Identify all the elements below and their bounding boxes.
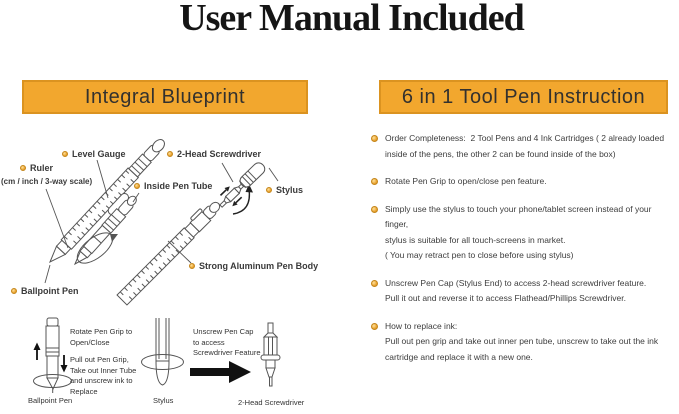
list-item: Rotate Pen Grip to open/close pen feature. bbox=[371, 174, 674, 190]
pull-instruction-text: Pull out Pen Grip, Take out Inner Tube and unscrew ink to Replace bbox=[70, 355, 137, 396]
label-pen-body: Strong Aluminum Pen Body bbox=[189, 261, 318, 271]
bullet-dot-icon bbox=[371, 178, 378, 185]
aluminum-pen-body-illustration bbox=[115, 197, 223, 305]
bullet-dot-icon bbox=[62, 151, 68, 157]
stylus-tip-illustration bbox=[142, 318, 184, 385]
up-arrow-icon bbox=[34, 343, 41, 361]
list-item: Order Completeness: 2 Tool Pens and 4 Ink Cartridges ( 2 already loaded inside of the pens, the other 2 can be found inside of the box) bbox=[371, 131, 674, 162]
bullet-dot-icon bbox=[20, 165, 26, 171]
vertical-screwdriver-bit-illustration bbox=[261, 323, 280, 386]
bullet-dot-icon bbox=[189, 263, 195, 269]
bullet-dot-icon bbox=[371, 206, 378, 213]
label-inside-pen-tube: Inside Pen Tube bbox=[134, 181, 212, 191]
stylus-cap-illustration bbox=[238, 161, 267, 190]
left-section-header bbox=[22, 80, 308, 114]
screwdriver-caption: 2-Head Screwdriver bbox=[238, 398, 305, 407]
unscrew-instruction-text: Unscrew Pen Cap to access Screwdriver Feature bbox=[193, 327, 261, 357]
bullet-dot-icon bbox=[167, 151, 173, 157]
list-item: Unscrew Pen Cap (Stylus End) to access 2-head screwdriver feature. Pull it out and reverse it to access Flathead/Phillips Screwdriver. bbox=[371, 276, 674, 307]
label-ruler: Ruler bbox=[20, 163, 53, 173]
right-arrow-icon bbox=[190, 361, 251, 383]
ballpoint-caption: Ballpoint Pen bbox=[28, 396, 73, 405]
right-section-header-label: 6 in 1 Tool Pen Instruction bbox=[401, 85, 646, 108]
list-item: Simply use the stylus to touch your phone/tablet screen instead of your finger, stylus is suitable for all touch-screens in market. ( You may retract pen to close before using stylus) bbox=[371, 202, 674, 264]
label-stylus: Stylus bbox=[266, 185, 303, 195]
bullet-dot-icon bbox=[371, 135, 378, 142]
right-section-header bbox=[379, 80, 668, 114]
stylus-caption: Stylus bbox=[153, 396, 174, 405]
list-item: How to replace ink: Pull out pen grip and take out inner pen tube, unscrew to take out the ink cartridge and replace it with a new one. bbox=[371, 319, 674, 366]
label-ruler-scale: (cm / inch / 3-way scale) bbox=[1, 177, 93, 186]
bullet-dot-icon bbox=[266, 187, 272, 193]
bullet-dot-icon bbox=[11, 288, 17, 294]
bullet-dot-icon bbox=[371, 323, 378, 330]
down-arrow-icon bbox=[61, 355, 68, 373]
label-ballpoint-pen: Ballpoint Pen bbox=[11, 286, 79, 296]
label-level-gauge: Level Gauge bbox=[62, 149, 126, 159]
bullet-dot-icon bbox=[371, 280, 378, 287]
label-2-head-screwdriver: 2-Head Screwdriver bbox=[167, 149, 261, 159]
rotate-instruction-text: Rotate Pen Grip to Open/Close bbox=[70, 327, 133, 347]
instructions-list bbox=[371, 131, 674, 377]
left-section-header-label: Integral Blueprint bbox=[84, 85, 246, 108]
bullet-dot-icon bbox=[134, 183, 140, 189]
page-title: User Manual Included bbox=[179, 0, 524, 39]
mini-pen-illustration bbox=[34, 318, 72, 393]
